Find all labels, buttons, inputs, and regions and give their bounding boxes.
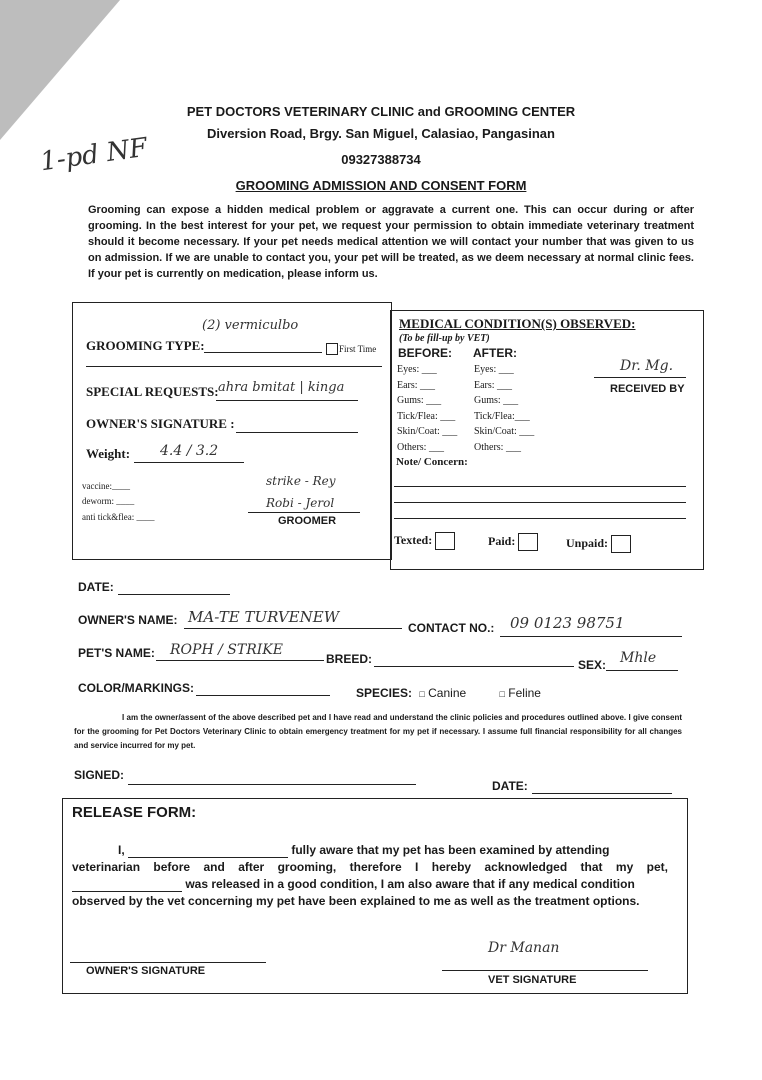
note-line-2[interactable] [394,502,686,503]
note-label: Note/ Concern: [396,456,468,468]
groomer-line-1: strike - Rey [266,474,336,488]
special-requests-value: ahra bmitat | kinga [218,380,345,395]
medical-title: MEDICAL CONDITION(S) OBSERVED: [399,316,636,331]
feline-option[interactable] [500,686,541,700]
vet-signature-field[interactable] [442,970,648,971]
special-requests-label: SPECIAL REQUESTS: [86,384,219,399]
release-title: RELEASE FORM: [72,804,197,821]
owners-name-field[interactable] [184,628,402,629]
release-line-4: observed by the vet concerning my pet have been explained to me as well as the treatment options. [72,894,640,908]
vaccine-label: vaccine:____ [82,481,130,491]
weight-field[interactable] [134,462,244,463]
paid-checkbox[interactable] [518,533,538,551]
owners-name-value: MA-TE TURVENEW [188,608,340,626]
received-by-field[interactable] [594,377,686,378]
date-label: DATE: [78,580,114,594]
pets-name-label: PET'S NAME: [78,646,155,660]
date-field[interactable] [118,594,230,595]
canine-label: Canine [428,686,467,700]
before-item: Tick/Flea: ___ [397,410,456,422]
grooming-type-label: GROOMING TYPE: [86,338,205,353]
deworm-label: deworm: ____ [82,496,135,506]
breed-label: BREED: [326,652,373,666]
release-owner-signature-label: OWNER'S SIGNATURE [86,965,206,977]
owners-name-label: OWNER'S NAME: [78,613,178,627]
groomer-field[interactable] [248,512,360,513]
release-owner-signature-field[interactable] [70,962,266,963]
before-label: BEFORE: [398,346,452,360]
canine-checkbox[interactable]: □ [419,689,425,699]
texted-label: Texted: [394,532,433,547]
grooming-type-field[interactable] [204,352,322,353]
texted-field [394,532,455,550]
before-item: Skin/Coat: ___ [397,426,458,438]
note-line-3[interactable] [394,518,686,519]
canine-option[interactable] [419,686,469,700]
weight-value: 4.4 / 3.2 [160,443,219,459]
sex-label: SEX: [578,658,607,672]
vet-signature-value: Dr Manan [488,940,560,956]
weight-label: Weight: [86,446,131,461]
species-field [356,686,541,700]
form-title: GROOMING ADMISSION AND CONSENT FORM [235,178,527,193]
contact-label: CONTACT NO.: [408,621,495,635]
feline-checkbox[interactable]: □ [499,689,505,699]
received-by-value: Dr. Mg. [620,358,674,374]
unpaid-label: Unpaid: [566,535,609,550]
after-item: Eyes: ___ [474,364,514,375]
after-label: AFTER: [473,346,517,360]
texted-checkbox[interactable] [435,532,455,550]
color-field[interactable] [196,695,330,696]
after-item: Skin/Coat: ___ [474,426,535,438]
date2-field[interactable] [532,793,672,794]
groomer-label: GROOMER [278,515,337,527]
species-label: SPECIES: [356,686,413,700]
color-label: COLOR/MARKINGS: [78,681,194,695]
scan-shadow [0,0,120,140]
signed-label: SIGNED: [74,768,125,782]
grooming-type-line-2 [86,366,382,367]
release-line-3 [72,877,635,892]
release-pet-name-field[interactable] [72,877,182,892]
before-item: Ears: ___ [397,379,436,391]
contact-value: 09 0123 98751 [510,614,625,632]
owner-signature-field[interactable] [236,432,358,433]
release-line-3-text: was released in a good condition, I am also aware that if any medical condition [185,877,635,891]
release-line-1-text: fully aware that my pet has been examined by attending [291,843,610,857]
grooming-type-value: (2) vermiculbo [202,318,299,333]
release-line-1 [118,843,609,858]
before-item: Eyes: ___ [397,364,437,375]
after-item: Tick/Flea:___ [474,410,530,422]
feline-label: Feline [508,686,541,700]
special-requests-field[interactable] [216,400,358,401]
paid-field [488,533,538,551]
signed-field[interactable] [128,784,416,785]
medical-subtitle: (To be fill-up by VET) [399,333,490,344]
vet-signature-label: VET SIGNATURE [488,974,577,986]
after-list [474,362,534,456]
unpaid-field [566,535,631,553]
sex-field[interactable] [606,670,678,671]
paid-label: Paid: [488,533,516,548]
first-time-label: First Time [339,344,377,354]
release-owner-name-field[interactable] [128,843,288,858]
received-by-label: RECEIVED BY [610,383,685,395]
before-item: Gums: ___ [397,395,442,407]
before-list [397,362,457,456]
pets-name-field[interactable] [156,660,324,661]
pets-name-value: ROPH / STRIKE [170,642,283,658]
consent-paragraph: I am the owner/assent of the above described pet and I have read and understand the clinic policies and procedures outlined above. I give consent for the grooming for Pet Doctors Veterinary Clinic to obtain emergency treatment for my pet if necessary. I assume full financial responsibility for all changes and service incurred for my pet. [74,713,682,750]
after-item: Others: ___ [474,441,521,453]
margin-note: 1-pd NF [38,132,150,178]
owner-signature-label: OWNER'S SIGNATURE : [86,416,235,431]
clinic-name: PET DOCTORS VETERINARY CLINIC and GROOMING CENTER [186,104,576,119]
anti-tick-label: anti tick&flea: ____ [82,512,155,522]
intro-paragraph: Grooming can expose a hidden medical problem or aggravate a current one. This can occur during or after grooming. In the best interest for your pet, we request your permission to obtain immediate veterinary treatment should it become necessary. If your pet needs medical attention we will contact your number that was given to us on admission. If we are unable to contact you, your pet will be treated, as we deem necessary at normal clinic fees. If your pet is currently on medication, please inform us. [88,204,694,280]
sex-value: Mhle [620,650,657,666]
breed-field[interactable] [374,666,574,667]
date2-label: DATE: [492,779,528,793]
contact-field[interactable] [500,636,682,637]
unpaid-checkbox[interactable] [611,535,631,553]
after-item: Gums: ___ [474,395,519,407]
groomer-line-2: Robi - Jerol [266,496,335,510]
release-i-label: I, [118,843,125,857]
release-line-2: veterinarian before and after grooming, therefore I hereby acknowledged that my pet, [72,860,668,874]
after-item: Ears: ___ [474,379,513,391]
clinic-phone: 09327388734 [341,152,421,167]
before-item: Others: ___ [397,441,444,453]
clinic-address: Diversion Road, Brgy. San Miguel, Calasiao, Pangasinan [207,126,555,141]
first-time-checkbox[interactable] [326,343,338,355]
note-line-1[interactable] [394,486,686,487]
